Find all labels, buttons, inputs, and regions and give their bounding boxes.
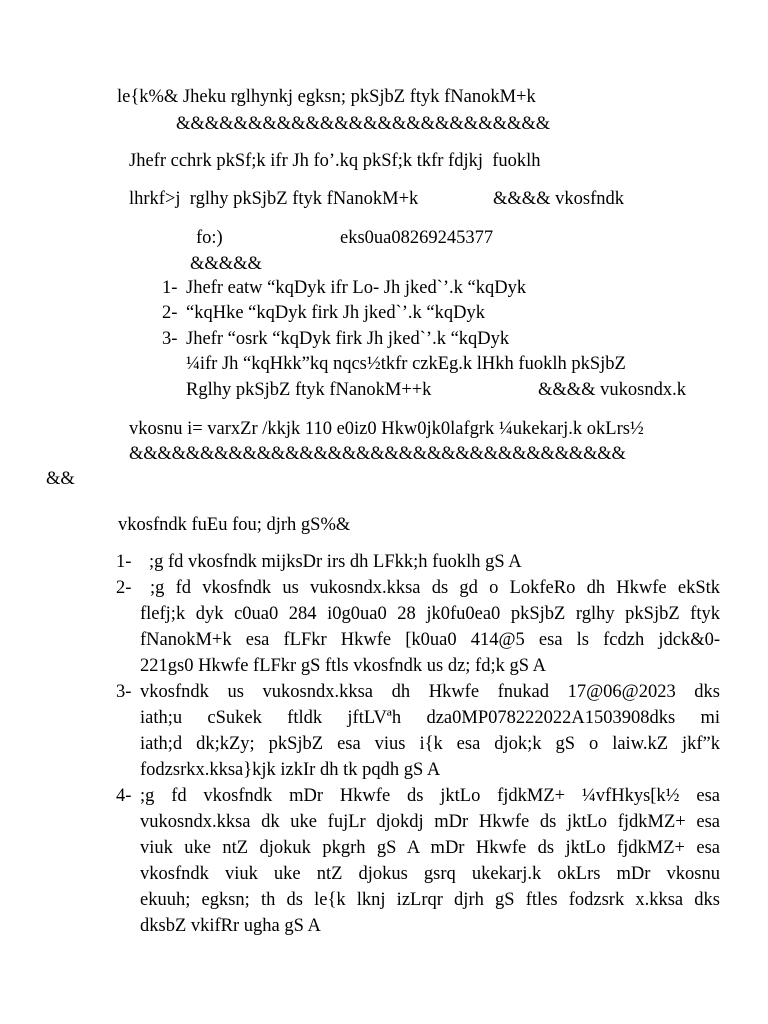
point-number: 4- [116, 786, 132, 806]
respondent-note: ¼ifr Jh “kqHkk”kq nqcs½tkfr czkEg.k lHkh fuoklh pkSjbZ [186, 354, 626, 374]
respondent-number: 3- [162, 329, 178, 349]
application-title: vkosnu i= varxZr /kkjk 110 e0iz0 Hkw0jk0lafgrk ¼ukekarj.k okLrs½ [129, 419, 644, 439]
point-line: viuk uke ntZ djokuk pkgrh gS A mDr Hkwfe ds jktLo fjdkMZ+ esa [140, 838, 720, 858]
versus-label: fo:) [196, 228, 223, 248]
respondent-label: &&&& vukosndx.k [538, 380, 687, 400]
point-line: iath;u cSukek ftldk jftLVªh dza0MP078222022A1503908dks mi [140, 708, 720, 728]
applicant-label: &&&& vkosfndk [493, 189, 625, 209]
mobile-number: eks0ua08269245377 [340, 228, 494, 248]
point-line: flefj;k dyk c0ua0 284 i0g0ua0 28 jk0fu0ea0 pkSjbZ rglhy pkSjbZ ftyk [140, 604, 720, 624]
point-line: fodzsrkx.kksa}kjk izkIr dh tk pqdh gS A [140, 760, 441, 780]
respondent-address: Rglhy pkSjbZ ftyk fNanokM++k [186, 380, 432, 400]
point-line: ;g fd vkosfndk mDr Hkwfe ds jktLo fjdkMZ+ ¼vfHkys[k½ esa [140, 786, 720, 806]
respondent-name: “kqHke “kqDyk firk Jh jked`’.k “kqDyk [186, 303, 486, 323]
point-number: 1- [116, 552, 132, 572]
respondent-number: 1- [162, 278, 178, 298]
point-line: ;g fd vkosfndk mijksDr irs dh LFkk;h fuoklh gS A [149, 552, 522, 572]
respondent-number: 2- [162, 303, 178, 323]
point-line: vukosndx.kksa dk uke fujLr djokdj mDr Hkwfe ds jktLo fjdkMZ+ esa [140, 812, 720, 832]
point-line: ekuuh; egksn; th ds le{k lknj izLrqr djrh gS ftles fodzsrk x.kksa dks [140, 890, 720, 910]
respondent-name: Jhefr eatw “kqDyk ifr Lo- Jh jked`’.k “kqDyk [186, 278, 527, 298]
applicant-name-line: Jhefr cchrk pkSf;k ifr Jh fo’.kq pkSf;k tkfr fdjkj fuoklh [129, 151, 541, 171]
point-line: vkosfndk viuk uke ntZ djokus gsrq ukekarj.k okLrs mDr vkosnu [140, 864, 720, 884]
applicant-address-line: lhrkf>j rglhy pkSjbZ ftyk fNanokM+k [129, 189, 419, 209]
point-line: ;g fd vkosfndk us vukosndx.kksa ds gd o LokfeRo dh Hkwfe ekStk [150, 578, 720, 598]
point-line: dksbZ vkifRr ugha gS A [140, 916, 321, 936]
point-line: vkosfndk us vukosndx.kksa dh Hkwfe fnukad 17@06@2023 dks [140, 682, 720, 702]
subject-line: le{k%& Jheku rglhynkj egksn; pkSjbZ ftyk fNanokM+k [117, 87, 536, 107]
point-line: fNanokM+k esa fLFkr Hkwfe [k0ua0 414@5 esa ls fcdzh jdck&0- [140, 630, 720, 650]
point-line: 221gs0 Hkwfe fLFkr gS ftls vkosfndk us dz; fd;k gS A [140, 656, 546, 676]
dash-separator-tail: && [46, 469, 75, 489]
request-intro: vkosfndk fuEu fou; djrh gS%& [118, 515, 351, 535]
versus-dash-line: &&&&& [190, 254, 262, 274]
point-line: iath;d dk;kZy; pkSjbZ esa vius i{k esa djok;k gS o laiw.kZ jkf”k [140, 734, 720, 754]
point-number: 3- [116, 682, 132, 702]
point-number: 2- [116, 578, 132, 598]
respondent-name: Jhefr “osrk “kqDyk firk Jh jked`’.k “kqDyk [186, 329, 510, 349]
dash-separator: &&&&&&&&&&&&&&&&&&&&&&&&&&&&&&&&&&& [129, 444, 626, 464]
subject-underline: &&&&&&&&&&&&&&&&&&&&&&&&&& [176, 114, 551, 134]
